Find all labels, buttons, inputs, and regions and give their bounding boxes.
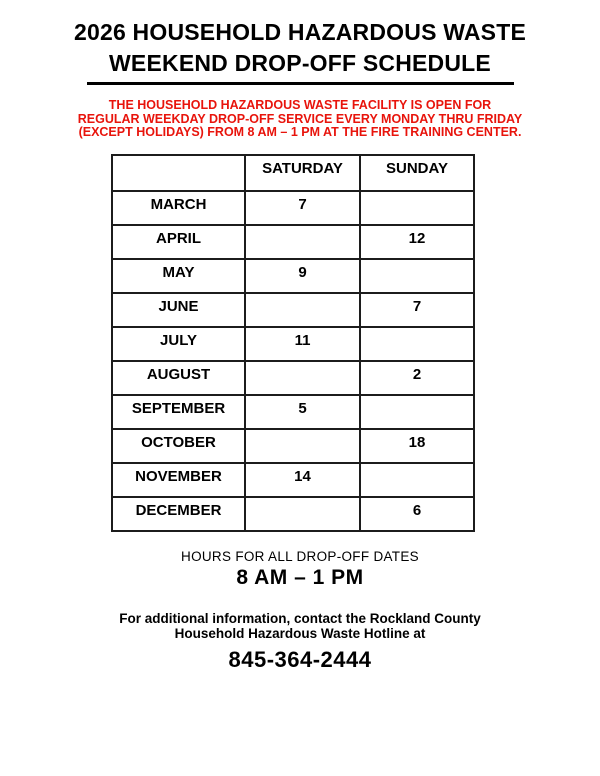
month-cell: MAY — [112, 259, 245, 293]
month-cell: NOVEMBER — [112, 463, 245, 497]
saturday-date-cell — [245, 429, 360, 463]
table-row — [112, 361, 474, 395]
month-cell: JULY — [112, 327, 245, 361]
page-title-line2: WEEKEND DROP-OFF SCHEDULE — [109, 50, 491, 76]
sunday-date-cell — [360, 259, 474, 293]
saturday-date-cell: 14 — [245, 463, 360, 497]
month-cell: SEPTEMBER — [112, 395, 245, 429]
table-row — [112, 191, 474, 225]
hours-value: 8 AM – 1 PM — [236, 565, 364, 589]
title-underline — [87, 82, 514, 85]
sunday-date-cell: 18 — [360, 429, 474, 463]
weekday-notice — [0, 99, 600, 140]
saturday-date-cell — [245, 293, 360, 327]
notice-line-3: (EXCEPT HOLIDAYS) FROM 8 AM – 1 PM AT THE FIRE TRAINING CENTER. — [78, 125, 522, 139]
month-cell: OCTOBER — [112, 429, 245, 463]
saturday-date-cell — [245, 225, 360, 259]
contact-line2: Household Hazardous Waste Hotline at — [174, 626, 426, 641]
page-title-line1: 2026 HOUSEHOLD HAZARDOUS WASTE — [73, 19, 526, 45]
saturday-date-cell: 5 — [245, 395, 360, 429]
table-row — [112, 225, 474, 259]
contact-line1: For additional information, contact the Rockland County — [119, 610, 481, 626]
table-row — [112, 293, 474, 327]
saturday-column-header: SATURDAY — [245, 155, 360, 191]
table-row — [112, 429, 474, 463]
sunday-date-cell — [360, 327, 474, 361]
table-row — [112, 259, 474, 293]
notice-line-1: THE HOUSEHOLD HAZARDOUS WASTE FACILITY IS OPEN FOR — [108, 98, 492, 112]
notice-line-2: REGULAR WEEKDAY DROP-OFF SERVICE EVERY MONDAY THRU FRIDAY — [77, 111, 523, 126]
sunday-date-cell: 7 — [360, 293, 474, 327]
saturday-date-cell: 9 — [245, 259, 360, 293]
saturday-date-cell: 11 — [245, 327, 360, 361]
table-header-row — [112, 155, 474, 191]
sunday-date-cell: 12 — [360, 225, 474, 259]
saturday-date-cell — [245, 361, 360, 395]
month-cell: DECEMBER — [112, 497, 245, 531]
sunday-date-cell: 2 — [360, 361, 474, 395]
hours-heading: HOURS FOR ALL DROP-OFF DATES — [181, 548, 419, 564]
page-title — [0, 17, 600, 79]
table-row — [112, 327, 474, 361]
table-row — [112, 463, 474, 497]
month-cell: MARCH — [112, 191, 245, 225]
month-cell: JUNE — [112, 293, 245, 327]
sunday-date-cell — [360, 395, 474, 429]
saturday-date-cell: 7 — [245, 191, 360, 225]
table-row — [112, 395, 474, 429]
sunday-date-cell: 6 — [360, 497, 474, 531]
table-row — [112, 497, 474, 531]
month-cell: APRIL — [112, 225, 245, 259]
sunday-date-cell — [360, 463, 474, 497]
sunday-column-header: SUNDAY — [360, 155, 474, 191]
month-column-header — [112, 155, 245, 191]
contact-text — [0, 611, 600, 642]
schedule-table — [111, 154, 475, 532]
phone-number: 845-364-2444 — [228, 646, 372, 672]
sunday-date-cell — [360, 191, 474, 225]
month-cell: AUGUST — [112, 361, 245, 395]
saturday-date-cell — [245, 497, 360, 531]
